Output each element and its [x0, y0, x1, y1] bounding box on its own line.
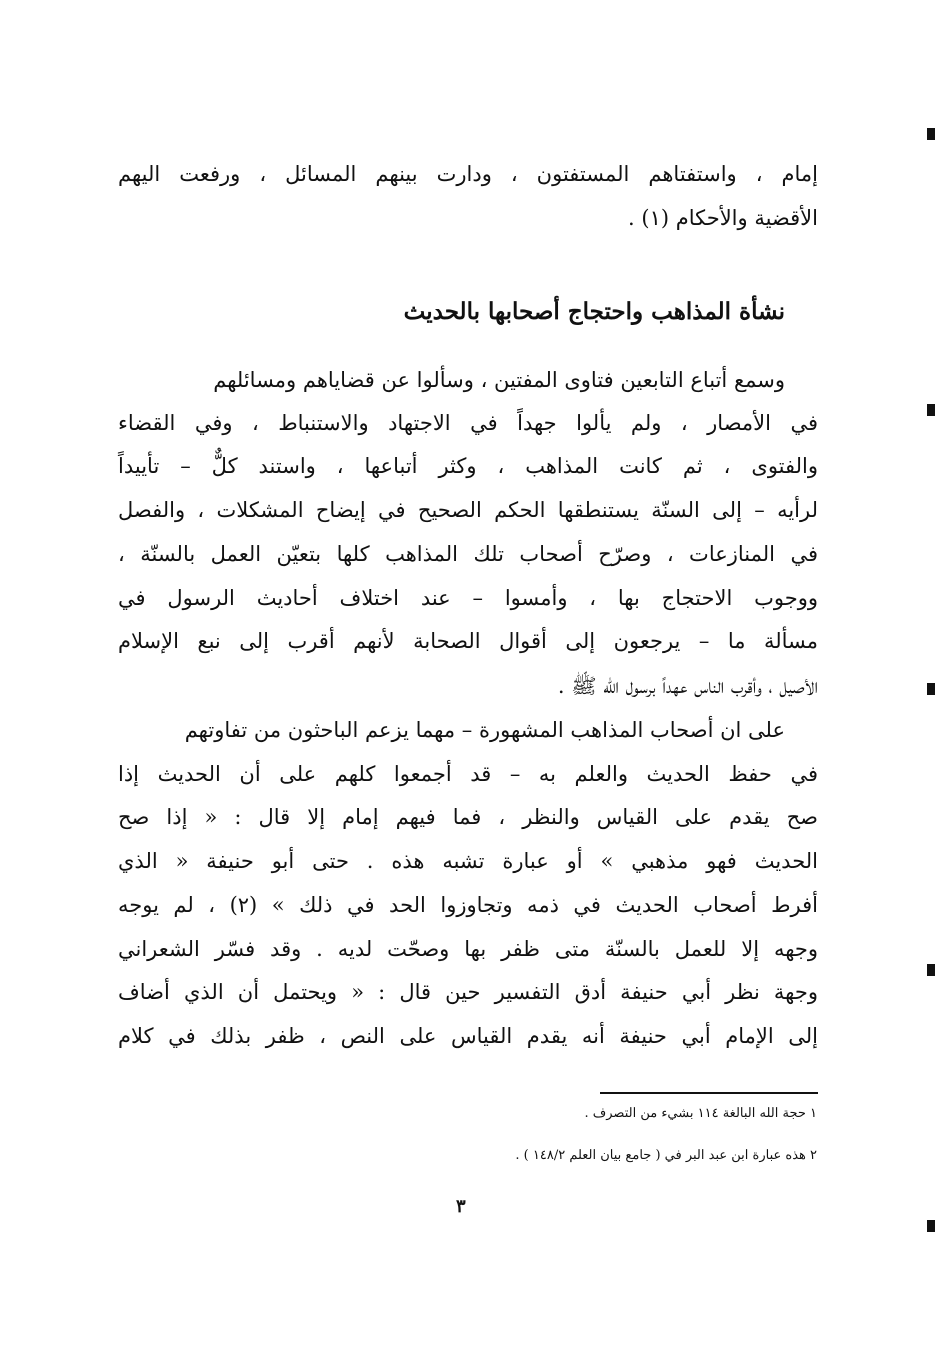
scan-edge-mark: [927, 128, 935, 140]
para3-line-8: إلى الإمام أبي حنيفة أنه يقدم القياس على النص ، ظفر بذلك في كلام: [118, 1024, 818, 1048]
para3-line-7: وجهة نظر أبي حنيفة أدق التفسير حين قال : « ويحتمل أن الذي أضاف: [118, 980, 818, 1004]
footnote-1: ١ حجة الله البالغة ١١٤ بشيء من التصرف .: [584, 1106, 817, 1121]
scan-edge-mark: [927, 1220, 935, 1232]
para2-line-1: وسمع أتباع التابعين فتاوى المفتين ، وسألوا عن قضاياهم ومسائلهم: [213, 368, 785, 392]
para3-line-4: الحديث فهو مذهبي » أو عبارة تشبه هذه . حتى أبو حنيفة « الذي: [118, 849, 818, 873]
page-number: ٣: [456, 1196, 466, 1217]
para2-line-6: ووجوب الاحتجاج بها ، وأمسوا – عند اختلاف أحاديث الرسول في: [118, 586, 818, 610]
intro-line-2: الأقضية والأحكام (١) .: [628, 206, 818, 230]
para2-line-5: في المنازعات ، وصرّح أصحاب تلك المذاهب كلها بتعيّن العمل بالسنّة ،: [118, 542, 818, 566]
para2-line-2: في الأمصار ، ولم يألوا جهداً في الاجتهاد والاستنباط ، وفي القضاء: [118, 411, 818, 435]
para2-line-8: الأصيل ، وأقرب الناس عهداً برسول الله ﷺ .: [557, 674, 818, 698]
footnote-2: ٢ هذه عبارة ابن عبد البر في ( جامع بيان العلم ١٤٨/٢ ) .: [515, 1148, 817, 1163]
para3-line-5: أفرط أصحاب الحديث في ذمه وتجاوزوا الحد في ذلك » (٢) ، لم يوجه: [118, 893, 818, 917]
section-heading: نشأة المذاهب واحتجاج أصحابها بالحديث: [403, 298, 785, 325]
para2-line-7: مسألة ما – يرجعون إلى أقوال الصحابة لأنهم أقرب إلى نبع الإسلام: [118, 629, 818, 653]
para3-line-6: وجهه إلا للعمل بالسنّة متى ظفر بها وصحّت لديه . وقد فسّر الشعراني: [118, 937, 818, 961]
scan-edge-mark: [927, 404, 935, 416]
para3-line-1: على ان أصحاب المذاهب المشهورة – مهما يزعم الباحثون من تفاوتهم: [184, 718, 785, 742]
para2-line-4: لرأيه – إلى السنّة يستنطقها الحكم الصحيح في إيضاح المشكلات ، والفصل: [118, 498, 818, 522]
scan-edge-mark: [927, 683, 935, 695]
para3-line-3: صح يقدم على القياس والنظر ، فما فيهم إمام إلا قال : « إذا صح: [118, 805, 818, 829]
para2-line-3: والفتوى ، ثم كانت المذاهب ، وكثر أتباعها ، واستند كلٌّ – تأييداً: [118, 454, 818, 478]
footnote-separator: [600, 1092, 818, 1094]
intro-line-1: إمام ، واستفتاهم المستفتون ، ودارت بينهم المسائل ، ورفعت اليهم: [118, 162, 818, 186]
scan-edge-mark: [927, 964, 935, 976]
para3-line-2: في حفظ الحديث والعلم به – قد أجمعوا كلهم على أن الحديث إذا: [118, 762, 818, 786]
